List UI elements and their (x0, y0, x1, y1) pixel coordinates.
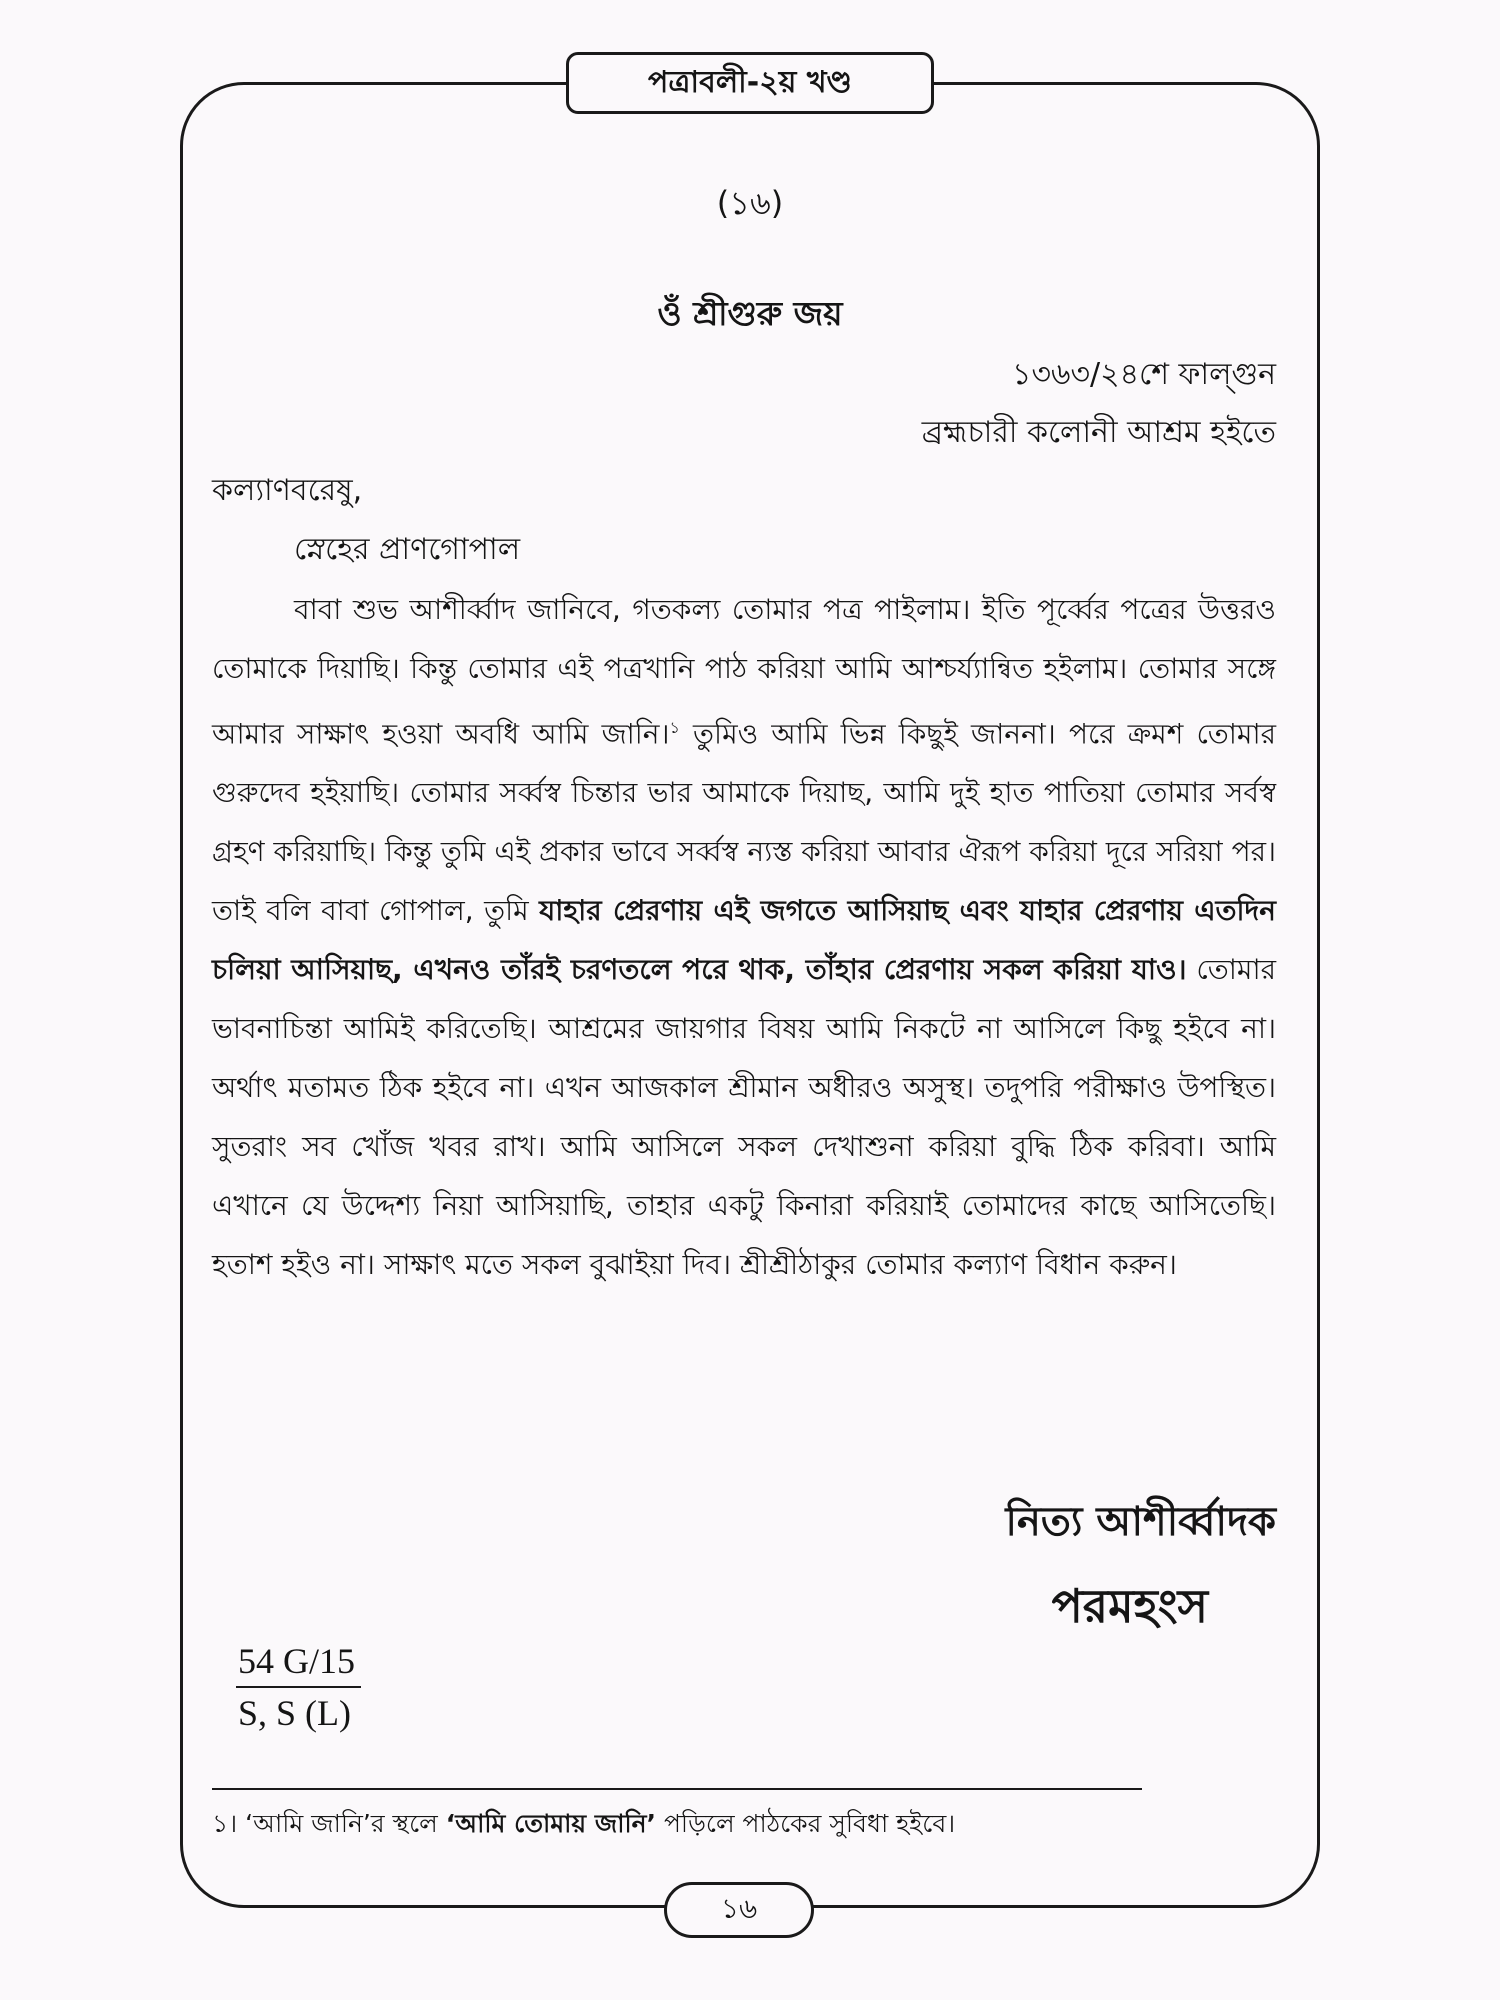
body-text-bold: যাহার প্রেরণায় এই জগতে আসিয়াছ এবং যাহার প্রেরণায় এতদিন চলিয়া আসিয়াছ, এখনও তাঁরই চরণতলে পরে থাক, তাঁহার প্রেরণায় সকল করিয়া যাও। (212, 894, 1276, 987)
page-number: ১৬ (664, 1882, 814, 1938)
reference-bottom: S, S (L) (238, 1693, 352, 1733)
salutation: কল্যাণবরেষু, (212, 473, 363, 508)
footnote-reference: ১ (669, 718, 680, 737)
footnote-divider (212, 1788, 1142, 1790)
addressee: স্নেহের প্রাণগোপাল (294, 532, 521, 567)
letter-number: (১৬) (716, 184, 784, 222)
closing: নিত্য আশীর্ব্বাদক (1005, 1499, 1276, 1545)
book-title: পত্রাবলী-২য় খণ্ড (566, 52, 934, 114)
body-text-part1: বাবা শুভ আশীর্ব্বাদ জানিবে, গতকল্য তোমার পত্র পাইলাম। ইতি পূর্ব্বের পত্রের উত্তরও তোমাকে দিয়াছি। কিন্তু তোমার এই পত্রখানি পাঠ করিয়া আমি আশ্চর্য্যান্বিত হইলাম। তোমার সঙ্গে আমার সাক্ষাৎ হওয়া অবধি আমি জানি। (212, 593, 1276, 751)
footnote-text-b: পড়িলে পাঠকের সুবিধা হইবে। (656, 1809, 956, 1838)
body-text-part2: তুমিও আমি ভিন্ন কিছুই জাননা। পরে ক্রমশ তোমার গুরুদেব হইয়াছি। তোমার সর্ব্বস্ব চিন্তার ভার আমাকে দিয়াছ, আমি দুই হাত পাতিয়া তোমার সর্বস্ব গ্রহণ করিয়াছি। কিন্তু তুমি এই প্রকার ভাবে সর্ব্বস্ব ন্যস্ত করিয়া আবার ঐরূপ করিয়া দূরে সরিয়া পর। তাই বলি বাবা গোপাল, তুমি (212, 717, 1276, 928)
footnote-marker: ১। (212, 1809, 238, 1838)
letter-place: ব্রহ্মচারী কলোনী আশ্রম হইতে (921, 415, 1276, 450)
body-text-part3: তোমার ভাবনাচিন্তা আমিই করিতেছি। আশ্রমের জায়গার বিষয় আমি নিকটে না আসিলে কিছু হইবে না। অর্থাৎ মতামত ঠিক হইবে না। এখন আজকাল শ্রীমান অধীরও অসুস্থ। তদুপরি পরীক্ষাও উপস্থিত। সুতরাং সব খোঁজ খবর রাখ। আমি আসিলে সকল দেখাশুনা করিয়া বুদ্ধি ঠিক করিবা। আমি এখানে যে উদ্দেশ্য নিয়া আসিয়াছি, তাহার একটু কিনারা করিয়াই তোমাদের কাছে আসিতেছি। হতাশ হইও না। সাক্ষাৎ মতে সকল বুঝাইয়া দিব। শ্রীশ্রীঠাকুর তোমার কল্যাণ বিধান করুন। (212, 953, 1276, 1282)
reference-top: 54 G/15 (236, 1640, 361, 1688)
reference-code (236, 1640, 361, 1734)
footnote (212, 1804, 955, 1847)
letter-date: ১৩৬৩/২৪শে ফাল্গুন (1011, 357, 1276, 392)
footnote-text-bold: ‘আমি তোমায় জানি’ (445, 1809, 657, 1838)
footnote-text-a: ‘আমি জানি’র স্থলে (237, 1809, 446, 1838)
signature: পরমহংস (1051, 1579, 1208, 1633)
letter-body (212, 580, 1276, 1294)
invocation: ওঁ শ্রীগুরু জয় (657, 294, 843, 333)
